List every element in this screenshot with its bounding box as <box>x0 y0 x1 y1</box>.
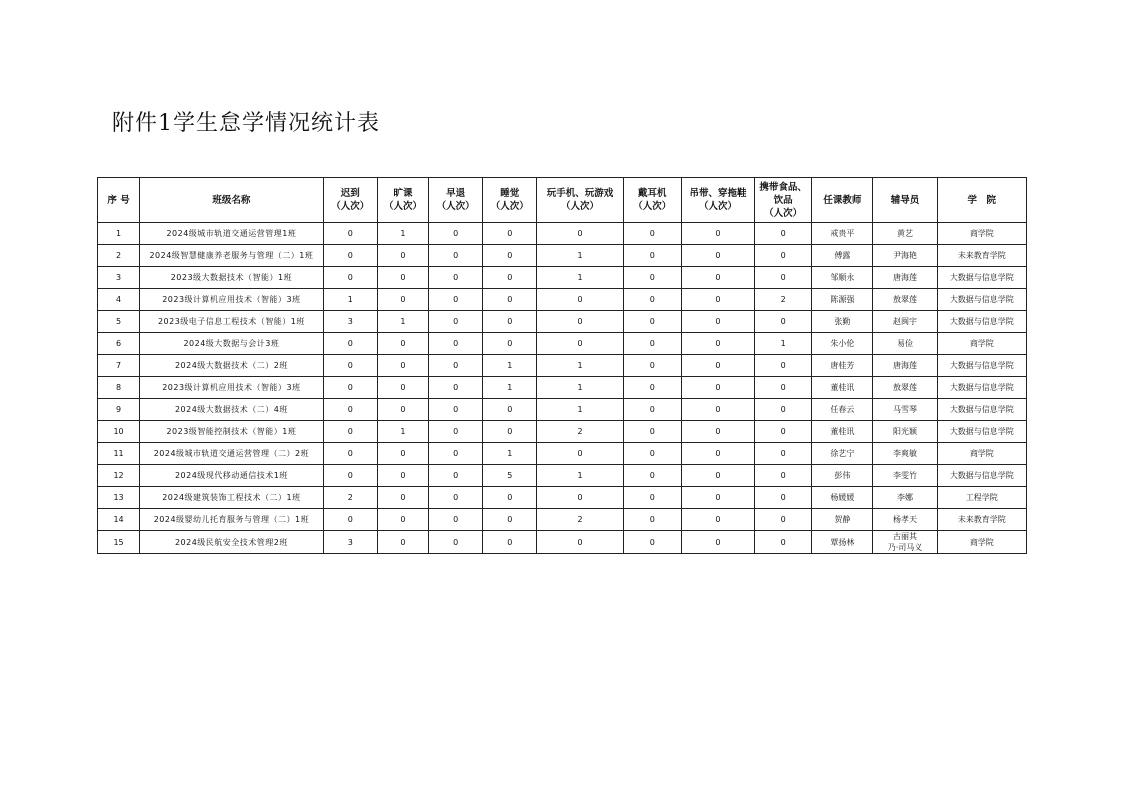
cell-college: 商学院 <box>937 223 1026 245</box>
table-row <box>98 355 1027 377</box>
cell-early-leave: 0 <box>429 289 483 311</box>
cell-earphones: 0 <box>623 443 681 465</box>
cell-teacher: 覃扬林 <box>812 531 873 554</box>
cell-slippers: 0 <box>681 399 754 421</box>
cell-phone: 0 <box>537 443 623 465</box>
cell-no: 13 <box>98 487 140 509</box>
cell-slippers: 0 <box>681 465 754 487</box>
cell-late: 0 <box>323 267 377 289</box>
header-sleeping: 睡觉 （人次） <box>483 178 537 223</box>
cell-food: 0 <box>755 267 812 289</box>
cell-food: 2 <box>755 289 812 311</box>
cell-phone: 0 <box>537 333 623 355</box>
cell-earphones: 0 <box>623 245 681 267</box>
cell-early-leave: 0 <box>429 487 483 509</box>
cell-no: 5 <box>98 311 140 333</box>
cell-counselor: 敖翠莲 <box>873 289 937 311</box>
cell-slippers: 0 <box>681 421 754 443</box>
cell-counselor: 古丽其 乃·司马义 <box>873 531 937 554</box>
cell-early-leave: 0 <box>429 509 483 531</box>
cell-no: 12 <box>98 465 140 487</box>
cell-late: 0 <box>323 223 377 245</box>
cell-teacher: 唐桂芳 <box>812 355 873 377</box>
cell-college: 商学院 <box>937 443 1026 465</box>
cell-counselor: 唐海莲 <box>873 355 937 377</box>
cell-counselor: 李娜 <box>873 487 937 509</box>
cell-class-name: 2024级现代移动通信技术1班 <box>140 465 324 487</box>
cell-late: 0 <box>323 399 377 421</box>
cell-teacher: 徐艺宁 <box>812 443 873 465</box>
cell-teacher: 张勤 <box>812 311 873 333</box>
cell-early-leave: 0 <box>429 421 483 443</box>
header-late: 迟到 （人次） <box>323 178 377 223</box>
cell-food: 0 <box>755 421 812 443</box>
cell-no: 3 <box>98 267 140 289</box>
header-row <box>98 178 1027 223</box>
cell-early-leave: 0 <box>429 531 483 554</box>
cell-slippers: 0 <box>681 267 754 289</box>
cell-college: 商学院 <box>937 531 1026 554</box>
header-no: 序 号 <box>98 178 140 223</box>
table-row <box>98 465 1027 487</box>
statistics-table <box>97 177 1027 554</box>
cell-late: 0 <box>323 421 377 443</box>
cell-no: 11 <box>98 443 140 465</box>
table-row <box>98 399 1027 421</box>
cell-food: 0 <box>755 355 812 377</box>
cell-college: 大数据与信息学院 <box>937 399 1026 421</box>
cell-earphones: 0 <box>623 487 681 509</box>
cell-truancy: 0 <box>377 487 428 509</box>
cell-food: 0 <box>755 465 812 487</box>
cell-class-name: 2023级计算机应用技术（智能）3班 <box>140 289 324 311</box>
cell-slippers: 0 <box>681 443 754 465</box>
header-college: 学 院 <box>937 178 1026 223</box>
cell-phone: 1 <box>537 399 623 421</box>
cell-truancy: 1 <box>377 311 428 333</box>
cell-teacher: 董桂讯 <box>812 421 873 443</box>
cell-counselor: 李雯竹 <box>873 465 937 487</box>
cell-class-name: 2024级城市轨道交通运营管理1班 <box>140 223 324 245</box>
cell-late: 0 <box>323 509 377 531</box>
cell-late: 0 <box>323 443 377 465</box>
cell-earphones: 0 <box>623 377 681 399</box>
cell-food: 0 <box>755 443 812 465</box>
cell-phone: 0 <box>537 289 623 311</box>
cell-earphones: 0 <box>623 465 681 487</box>
cell-sleeping: 0 <box>483 487 537 509</box>
cell-phone: 0 <box>537 311 623 333</box>
cell-no: 7 <box>98 355 140 377</box>
table-row <box>98 267 1027 289</box>
cell-early-leave: 0 <box>429 399 483 421</box>
cell-sleeping: 0 <box>483 311 537 333</box>
cell-slippers: 0 <box>681 377 754 399</box>
cell-class-name: 2023级智能控制技术（智能）1班 <box>140 421 324 443</box>
header-class-name: 班级名称 <box>140 178 324 223</box>
cell-no: 10 <box>98 421 140 443</box>
cell-college: 大数据与信息学院 <box>937 377 1026 399</box>
cell-no: 15 <box>98 531 140 554</box>
cell-food: 0 <box>755 531 812 554</box>
cell-college: 未来教育学院 <box>937 509 1026 531</box>
cell-sleeping: 5 <box>483 465 537 487</box>
header-truancy: 旷课 （人次） <box>377 178 428 223</box>
cell-class-name: 2024级民航安全技术管理2班 <box>140 531 324 554</box>
cell-early-leave: 0 <box>429 333 483 355</box>
cell-food: 0 <box>755 399 812 421</box>
cell-sleeping: 0 <box>483 509 537 531</box>
cell-truancy: 0 <box>377 355 428 377</box>
cell-no: 8 <box>98 377 140 399</box>
cell-late: 2 <box>323 487 377 509</box>
cell-phone: 0 <box>537 487 623 509</box>
cell-slippers: 0 <box>681 355 754 377</box>
cell-counselor: 唐海莲 <box>873 267 937 289</box>
cell-earphones: 0 <box>623 311 681 333</box>
cell-phone: 0 <box>537 531 623 554</box>
cell-sleeping: 0 <box>483 399 537 421</box>
cell-teacher: 彭伟 <box>812 465 873 487</box>
cell-food: 0 <box>755 487 812 509</box>
cell-phone: 0 <box>537 223 623 245</box>
cell-slippers: 0 <box>681 509 754 531</box>
cell-early-leave: 0 <box>429 465 483 487</box>
cell-counselor: 尹海艳 <box>873 245 937 267</box>
cell-no: 6 <box>98 333 140 355</box>
cell-phone: 1 <box>537 465 623 487</box>
cell-truancy: 0 <box>377 267 428 289</box>
cell-sleeping: 1 <box>483 377 537 399</box>
cell-early-leave: 0 <box>429 245 483 267</box>
cell-counselor: 赵闽宇 <box>873 311 937 333</box>
cell-earphones: 0 <box>623 421 681 443</box>
cell-counselor: 敖翠莲 <box>873 377 937 399</box>
cell-teacher: 董桂讯 <box>812 377 873 399</box>
cell-sleeping: 1 <box>483 443 537 465</box>
cell-truancy: 0 <box>377 531 428 554</box>
cell-truancy: 1 <box>377 421 428 443</box>
cell-late: 0 <box>323 355 377 377</box>
cell-sleeping: 0 <box>483 245 537 267</box>
cell-class-name: 2024级大数据与会计3班 <box>140 333 324 355</box>
table-row <box>98 223 1027 245</box>
cell-earphones: 0 <box>623 531 681 554</box>
cell-teacher: 邹顺永 <box>812 267 873 289</box>
cell-no: 2 <box>98 245 140 267</box>
cell-slippers: 0 <box>681 311 754 333</box>
table-row <box>98 289 1027 311</box>
cell-early-leave: 0 <box>429 355 483 377</box>
cell-sleeping: 0 <box>483 421 537 443</box>
cell-class-name: 2023级大数据技术（智能）1班 <box>140 267 324 289</box>
cell-college: 大数据与信息学院 <box>937 465 1026 487</box>
cell-sleeping: 0 <box>483 289 537 311</box>
cell-teacher: 贺静 <box>812 509 873 531</box>
cell-late: 0 <box>323 377 377 399</box>
table-body <box>98 223 1027 554</box>
cell-college: 大数据与信息学院 <box>937 311 1026 333</box>
cell-class-name: 2023级电子信息工程技术（智能）1班 <box>140 311 324 333</box>
cell-early-leave: 0 <box>429 443 483 465</box>
cell-slippers: 0 <box>681 333 754 355</box>
cell-truancy: 0 <box>377 377 428 399</box>
cell-college: 商学院 <box>937 333 1026 355</box>
cell-early-leave: 0 <box>429 267 483 289</box>
cell-college: 大数据与信息学院 <box>937 421 1026 443</box>
cell-college: 大数据与信息学院 <box>937 355 1026 377</box>
header-teacher: 任课教师 <box>812 178 873 223</box>
cell-food: 0 <box>755 311 812 333</box>
cell-early-leave: 0 <box>429 223 483 245</box>
header-early-leave: 早退 （人次） <box>429 178 483 223</box>
cell-class-name: 2024级建筑装饰工程技术（二）1班 <box>140 487 324 509</box>
cell-late: 0 <box>323 333 377 355</box>
cell-sleeping: 0 <box>483 333 537 355</box>
header-phone: 玩手机、玩游戏 （人次） <box>537 178 623 223</box>
cell-college: 工程学院 <box>937 487 1026 509</box>
table-row <box>98 509 1027 531</box>
cell-late: 0 <box>323 465 377 487</box>
cell-no: 4 <box>98 289 140 311</box>
cell-no: 1 <box>98 223 140 245</box>
cell-slippers: 0 <box>681 487 754 509</box>
cell-no: 9 <box>98 399 140 421</box>
cell-earphones: 0 <box>623 267 681 289</box>
cell-slippers: 0 <box>681 223 754 245</box>
cell-counselor: 阳光颖 <box>873 421 937 443</box>
cell-food: 0 <box>755 377 812 399</box>
cell-earphones: 0 <box>623 223 681 245</box>
cell-class-name: 2024级大数据技术（二）4班 <box>140 399 324 421</box>
header-counselor: 辅导员 <box>873 178 937 223</box>
cell-teacher: 任春云 <box>812 399 873 421</box>
table-row <box>98 333 1027 355</box>
cell-counselor: 杨孝天 <box>873 509 937 531</box>
cell-late: 1 <box>323 289 377 311</box>
cell-teacher: 朱小伦 <box>812 333 873 355</box>
cell-truancy: 0 <box>377 443 428 465</box>
cell-sleeping: 0 <box>483 531 537 554</box>
cell-teacher: 戒贵平 <box>812 223 873 245</box>
cell-no: 14 <box>98 509 140 531</box>
table-row <box>98 245 1027 267</box>
cell-slippers: 0 <box>681 289 754 311</box>
cell-late: 3 <box>323 311 377 333</box>
page-title: 附件1学生怠学情况统计表 <box>112 111 380 136</box>
cell-phone: 2 <box>537 509 623 531</box>
header-slippers: 吊带、穿拖鞋 （人次） <box>681 178 754 223</box>
cell-class-name: 2024级大数据技术（二）2班 <box>140 355 324 377</box>
cell-food: 0 <box>755 223 812 245</box>
cell-slippers: 0 <box>681 245 754 267</box>
cell-college: 大数据与信息学院 <box>937 289 1026 311</box>
cell-earphones: 0 <box>623 289 681 311</box>
cell-sleeping: 0 <box>483 223 537 245</box>
cell-teacher: 杨媛媛 <box>812 487 873 509</box>
table-row <box>98 421 1027 443</box>
cell-class-name: 2024级婴幼儿托育服务与管理（二）1班 <box>140 509 324 531</box>
cell-sleeping: 1 <box>483 355 537 377</box>
cell-food: 0 <box>755 245 812 267</box>
cell-counselor: 李爽敏 <box>873 443 937 465</box>
table-row <box>98 311 1027 333</box>
cell-food: 0 <box>755 509 812 531</box>
cell-truancy: 0 <box>377 289 428 311</box>
cell-phone: 1 <box>537 267 623 289</box>
cell-teacher: 傅露 <box>812 245 873 267</box>
cell-phone: 2 <box>537 421 623 443</box>
cell-earphones: 0 <box>623 333 681 355</box>
cell-truancy: 0 <box>377 245 428 267</box>
cell-class-name: 2023级计算机应用技术（智能）3班 <box>140 377 324 399</box>
table-row <box>98 377 1027 399</box>
cell-phone: 1 <box>537 377 623 399</box>
table-row <box>98 443 1027 465</box>
cell-early-leave: 0 <box>429 311 483 333</box>
cell-phone: 1 <box>537 245 623 267</box>
cell-late: 3 <box>323 531 377 554</box>
cell-phone: 1 <box>537 355 623 377</box>
cell-truancy: 0 <box>377 399 428 421</box>
cell-early-leave: 0 <box>429 377 483 399</box>
cell-earphones: 0 <box>623 355 681 377</box>
header-food: 携带食品、 饮品 （人次） <box>755 178 812 223</box>
cell-class-name: 2024级智慧健康养老服务与管理（二）1班 <box>140 245 324 267</box>
cell-counselor: 马雪琴 <box>873 399 937 421</box>
cell-earphones: 0 <box>623 509 681 531</box>
cell-truancy: 1 <box>377 223 428 245</box>
cell-truancy: 0 <box>377 333 428 355</box>
cell-college: 未来教育学院 <box>937 245 1026 267</box>
header-earphones: 戴耳机 （人次） <box>623 178 681 223</box>
cell-slippers: 0 <box>681 531 754 554</box>
cell-truancy: 0 <box>377 465 428 487</box>
cell-late: 0 <box>323 245 377 267</box>
table-row <box>98 487 1027 509</box>
cell-counselor: 易俭 <box>873 333 937 355</box>
cell-earphones: 0 <box>623 399 681 421</box>
table-row <box>98 531 1027 554</box>
cell-truancy: 0 <box>377 509 428 531</box>
cell-food: 1 <box>755 333 812 355</box>
cell-college: 大数据与信息学院 <box>937 267 1026 289</box>
cell-teacher: 陈源强 <box>812 289 873 311</box>
cell-counselor: 黄艺 <box>873 223 937 245</box>
cell-sleeping: 0 <box>483 267 537 289</box>
cell-class-name: 2024级城市轨道交通运营管理（二）2班 <box>140 443 324 465</box>
